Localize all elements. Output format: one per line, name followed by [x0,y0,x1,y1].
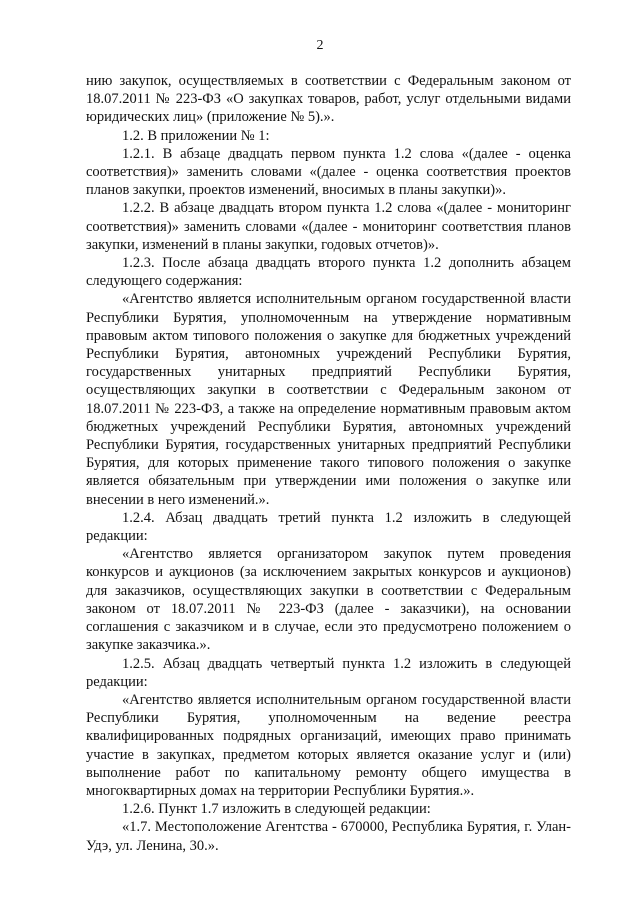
paragraph: «1.7. Местоположение Агентства - 670000, Республика Бурятия, г. Улан-Удэ, ул. Ленина, 30.». [86,819,571,854]
page-number: 2 [316,38,324,53]
paragraph: «Агентство является исполнительным органом государственной власти Республики Бурятия, уполномоченным на ведение реестра квалифицированных подрядных организаций, имеющих право принимать участие в закупках, предметом которых является оказание услуг и (или) выполнение работ по капитальному ремонту общего имущества в многоквартирных домах на территории Республики Бурятия.». [86,691,571,799]
paragraph: нию закупок, осуществляемых в соответствии с Федеральным законом от 18.07.2011 № 223-ФЗ «О закупках товаров, работ, услуг отдельными видами юридических лиц» (приложение № 5).». [86,73,571,126]
document-body [86,72,571,855]
paragraph: 1.2.4. Абзац двадцать третий пункта 1.2 изложить в следующей редакции: [86,509,571,545]
paragraph: «Агентство является исполнительным органом государственной власти Республики Бурятия, уполномоченным на утверждение нормативным правовым актом типового положения о закупке для бюджетных учреждений Республики Бурятия, автономных учреждений Республики Бурятия, государственных унитарных предприятий Республики Бурятия, осуществляющих закупки в соответствии с Федеральным законом от 18.07.2011 № 223-ФЗ, а также на определение нормативным правовым актом бюджетных учреждений Республики Бурятия, автономных учреждений Республики Бурятия, государственных унитарных предприятий Республики Бурятия, для которых применение такого типового положения о закупке является обязательным при утверждении ими положения о закупке или внесении в него изменений.». [86,291,571,508]
paragraph: 1.2.1. В абзаце двадцать первом пункта 1.2 слова «(далее - оценка соответствия)» заменить словами «(далее - оценка соответствия проектов планов закупки, проектов изменений, вносимых в планы закупки)». [86,145,571,199]
paragraph: 1.2.2. В абзаце двадцать втором пункта 1.2 слова «(далее - мониторинг соответствия)» заменить словами «(далее - мониторинг соответствия планов закупки, изменений в планы закупки, годовых отчетов)». [86,200,571,253]
paragraph: 1.2.5. Абзац двадцать четвертый пункта 1.2 изложить в следующей редакции: [86,655,571,690]
paragraph: 1.2. В приложении № 1: [122,127,270,144]
paragraph: «Агентство является организатором закупок путем проведения конкурсов и аукционов (за исключением закрытых конкурсов и аукционов) для заказчиков, осуществляющих закупки в соответствии с Федеральным законом от 18.07.2011 № 223-ФЗ (далее - заказчики), на основании соглашения с заказчиком и в случае, если это предусмотрено положением о закупке заказчика.». [86,546,571,654]
paragraph: 1.2.6. Пункт 1.7 изложить в следующей редакции: [122,801,431,818]
paragraph: 1.2.3. После абзаца двадцать второго пункта 1.2 дополнить абзацем следующего содержания: [86,255,571,290]
